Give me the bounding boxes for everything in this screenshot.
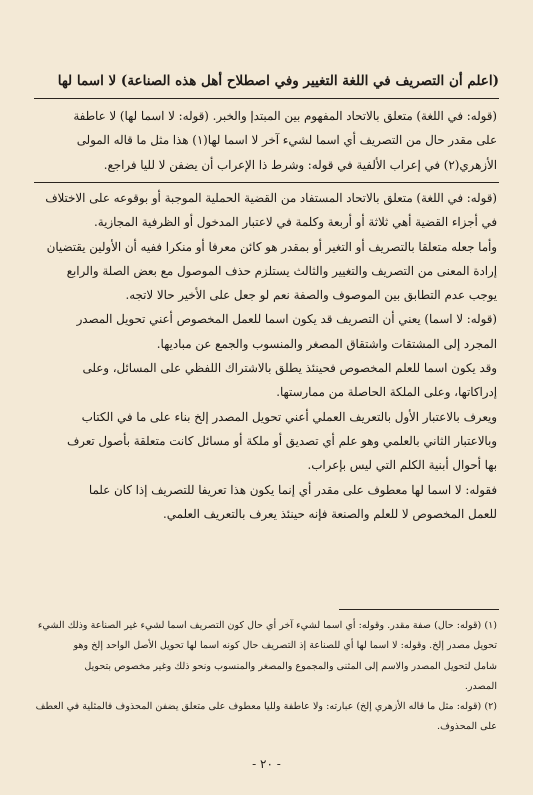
footnote-divider (339, 609, 499, 610)
footnote-line: تحويل مصدر إلخ. وقوله: لا اسما لها أي للصناعة إذ التصريف حال كونه اسما لها تحويل الأصل الواحد إلخ وهو (73, 640, 497, 652)
text-line: الأزهري(٢) في إعراب الألفية في قوله: وشرط ذا الإعراب أن يضفن لا لليا فراجع. (103, 157, 497, 172)
text-line: في أجزاء القضية أهي ثلاثة أو أربعة وكلمة في لاعتبار المدخول أو الظرفية المجازية. (94, 215, 497, 230)
text-line: إرادة المعنى من التصريف والتغيير والثالث يستلزم حذف الموصول مع بعض الصلة والرابع (66, 263, 497, 278)
heading-divider (34, 98, 499, 99)
text-line: ويعرف بالاعتبار الأول بالتعريف العملي أعني تحويل المصدر إلخ بناء على ما في الكتاب (81, 409, 497, 424)
footnote-line: شامل لتحويل المصدر والاسم إلى المثنى والمجموع والمصغر والمنسوب ونحو ذلك وغير مخصوص بتحويل (84, 660, 497, 672)
text-line: (قوله: في اللغة) متعلق بالاتحاد المستفاد من القضية الحملية الموجبة أو بوقوعه على الاختلاف (45, 191, 497, 205)
commentary-block-1 (34, 104, 497, 177)
page-number: - ٢٠ - (252, 757, 281, 771)
text-line: إدراكاتها، وعلى الملكة الحاصلة من ممارستها. (276, 385, 497, 400)
footnote-line: (١) (قوله: حال) صفة مقدر. وقوله: أي اسما لشيء آخر أي حال كون التصريف اسما لشيء غير الصناعة وذلك الشيء (37, 620, 497, 631)
text-line: يوجب عدم التطابق بين الموصوف والصفة نعم لو جعل على الأخير حالا لاتجه. (125, 288, 497, 303)
footnote-line: (٢) (قوله: مثل ما قاله الأزهري إلخ) عبارته: ولا عاطفة ولليا معطوف على متعلق يضفن المحذوف فالمثلية في العطف (35, 701, 497, 713)
text-line: وقد يكون اسما للعلم المخصوص فحينئذ يطلق بالاشتراك اللفظي على المسائل، وعلى (82, 361, 497, 376)
text-line: المجرد إلى المشتقات واشتقاق المصغر والمنسوب والجمع عن مباديها. (156, 336, 497, 351)
text-line: وبالاعتبار الثاني بالعلمي وهو علم أي تصديق أو ملكة أو مسائل كانت متعلقة بأصول تعرف (66, 433, 497, 448)
text-line: على مقدر حال من التصريف أي اسما لشيء آخر لا اسما لها(١) هذا مثل ما قاله المولى (76, 133, 497, 148)
commentary-block-2 (34, 186, 497, 526)
commentary-divider (34, 182, 499, 183)
text-line: (قوله: لا اسما) يعني أن التصريف قد يكون اسما للعمل المخصوص أعني تحويل المصدر (76, 312, 497, 327)
text-line: فقوله: لا اسما لها معطوف على مقدر أي إنما يكون هذا تعريفا للتصريف إذا كان علما (88, 482, 497, 497)
footnotes (34, 616, 497, 738)
text-line: بها أحوال أبنية الكلم التي ليس بإعراب. (307, 458, 497, 473)
main-text-heading: (اعلم أن التصريف في اللغة التغيير وفي اصطلاح أهل هذه الصناعة) لا اسما لها (57, 73, 499, 89)
footnote-line: على المحذوف. (437, 721, 497, 733)
text-line: للعمل المخصوص لا للعلم والصنعة فإنه حينئذ يعرف بالتعريف العلمي. (163, 506, 497, 521)
text-line: (قوله: في اللغة) متعلق بالاتحاد المفهوم بين المبتدإ والخبر. (قوله: لا اسما لها) لا عاطفة (73, 109, 497, 123)
footnote-line: المصدر. (464, 680, 497, 692)
text-line: وأما جعله متعلقا بالتصريف أو التغير أو بمقدر هو كائن معرفا أو منكرا ففيه أن الأولين يقتضيان (46, 239, 497, 254)
